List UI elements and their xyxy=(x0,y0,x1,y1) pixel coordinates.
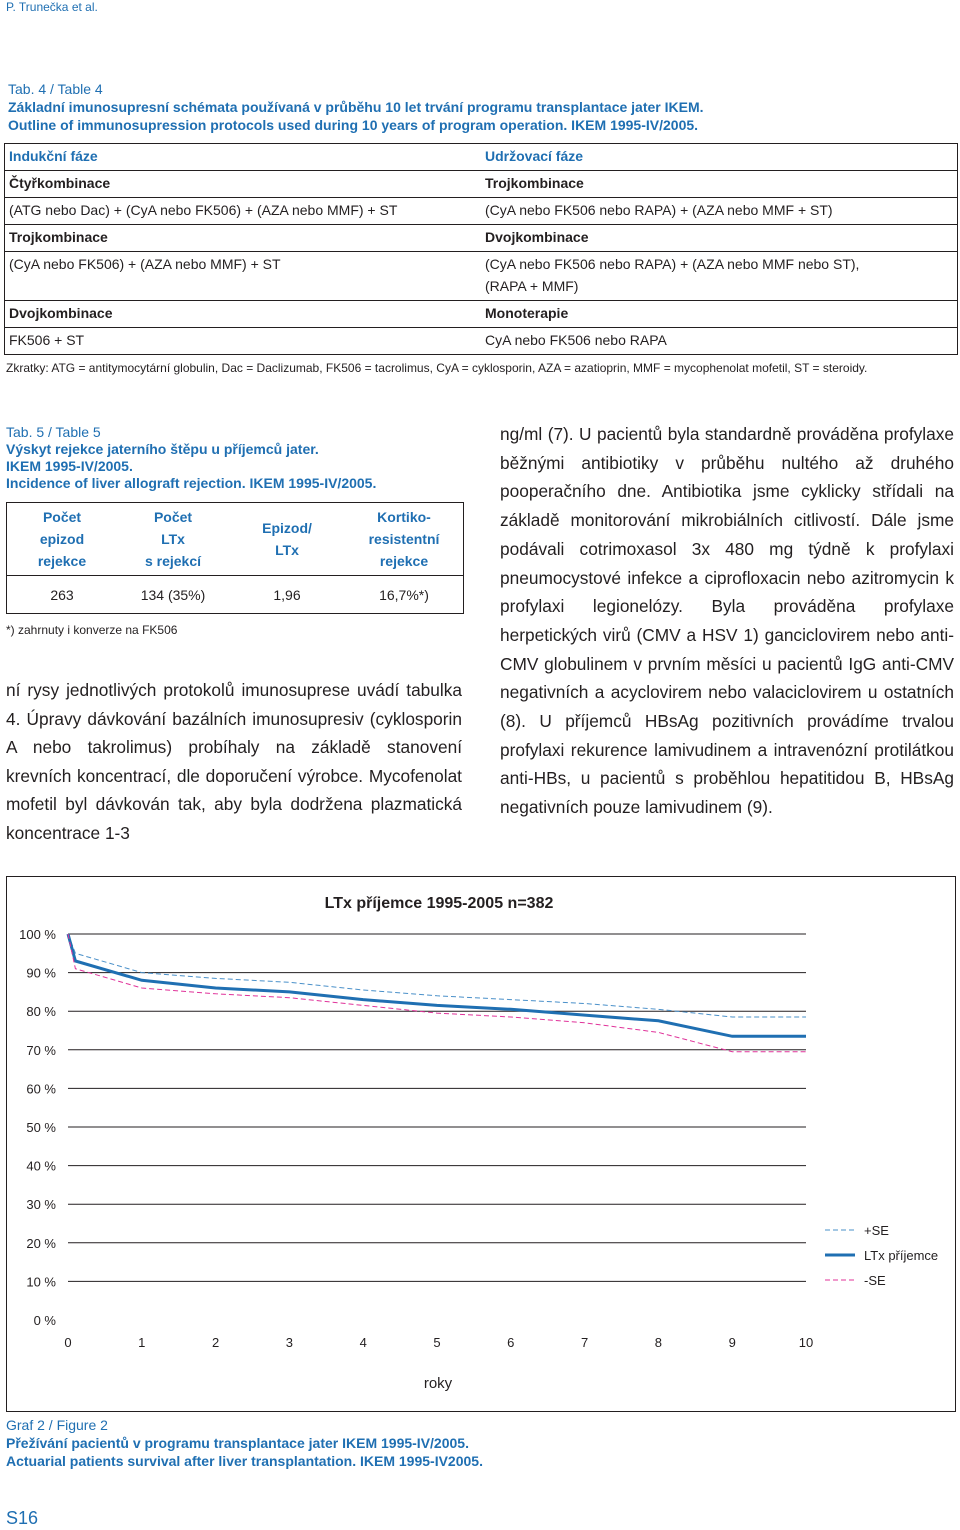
chart-x-ticks xyxy=(64,1335,813,1350)
x-tick-label: 4 xyxy=(359,1335,367,1350)
y-tick-label: 20 % xyxy=(26,1235,56,1251)
legend-label: LTx příjemce xyxy=(864,1248,939,1263)
table4-cell: (CyA nebo FK506) + (AZA nebo MMF) + ST xyxy=(9,256,281,272)
chart-y-ticks xyxy=(19,927,56,1328)
table4-cell: Udržovací fáze xyxy=(485,148,584,164)
chart-grid xyxy=(68,934,806,1281)
table4-title-en: Outline of immunosupression protocols used during 10 years of program operation. IKEM 1995-IV/2005. xyxy=(8,117,699,133)
table4-cell: Dvojkombinace xyxy=(485,229,589,245)
y-tick-label: 0 % xyxy=(33,1313,56,1328)
body-text-left: ní rysy jednotlivých protokolů imunosuprese uvádí tabulka 4. Úpravy dávkování bazálních imunosupresiv (cyklosporin A nebo takrolimus) probíhaly na základě stanovení krevních koncentrací, dle doporučení výrobce. Mycofenolat mofetil byl dávkován tak, aby byla dodržena plazmatická koncentrace 1-3 xyxy=(6,680,462,843)
table5-number: Tab. 5 / Table 5 xyxy=(6,424,101,440)
x-tick-label: 6 xyxy=(507,1335,515,1350)
y-tick-label: 50 % xyxy=(26,1120,56,1135)
table5-cell: 263 xyxy=(50,586,74,603)
table5-cell: 134 (35%) xyxy=(140,586,206,603)
chart-title: LTx příjemce 1995-2005 n=382 xyxy=(324,895,554,912)
x-tick-label: 3 xyxy=(285,1335,294,1350)
table5-header-cell: Počet epizod rejekce xyxy=(37,509,87,569)
table4-cell-line: (CyA nebo FK506 nebo RAPA) + (AZA nebo MMF nebo ST), xyxy=(485,256,860,272)
x-tick-label: 10 xyxy=(798,1335,814,1350)
chart-series xyxy=(68,934,806,1052)
figure-title-cz: Přežívání pacientů v programu transplantace jater IKEM 1995-IV/2005. xyxy=(6,1435,469,1451)
figure-title-en: Actuarial patients survival after liver transplantation. IKEM 1995-IV2005. xyxy=(6,1453,483,1469)
x-tick-label: 9 xyxy=(728,1335,736,1350)
table5-title-line: Výskyt rejekce jaterního štěpu u příjemců jater. xyxy=(6,441,319,457)
table5-header-cell: Kortiko- resistentní rejekce xyxy=(368,509,440,569)
y-tick-label: 70 % xyxy=(26,1042,56,1058)
table4-cell: CyA nebo FK506 nebo RAPA xyxy=(485,332,667,348)
y-tick-label: 80 % xyxy=(26,1004,56,1020)
y-tick-label: 40 % xyxy=(26,1158,56,1174)
table4-cell: Indukční fáze xyxy=(9,148,98,164)
series-line xyxy=(68,934,806,1036)
table4-title-cz: Základní imunosupresní schémata používaná v průběhu 10 let trvání programu transplantace jater IKEM. xyxy=(8,99,704,115)
body-text-right: ng/ml (7). U pacientů byla standardně prováděna profylaxe běžnými antibiotiky v průběhu nultého až druhého pooperačního dne. Antibiotika jsme cyklicky střídali na základě monitorování mikrobiálních citlivostí. Dále jsme podávali cotrimoxasol 3x 480 mg týdně k profylaxi pneumocystové infekce a ciprofloxacin nebo azitromycin k profylaxi legionelózy. Byla prováděna profylaxe herpetických virů (CMV a HSV 1) ganciclovirem nebo anti-CMV globulinem v prvním měsíci u pacientů IgG anti-CMV negativních a acyclovirem nebo valaciclovirem u ostatních (8). U příjemců HBsAg pozitivních provádíme trvalou profylaxi rekurence lamivudinem a intravenózní protilátkou anti-HBs, u pacientů s proběhlou hepatitidou B, HBsAg negativních pouze lamivudinem (9). xyxy=(500,424,954,818)
chart-legend xyxy=(825,1223,938,1288)
table4-cell: Čtyřkombinace xyxy=(9,175,111,191)
table5-header-cell: Epizod/ LTx xyxy=(262,520,312,558)
table5-title-line: IKEM 1995-IV/2005. xyxy=(6,458,133,474)
table4-cell: (CyA nebo FK506 nebo RAPA) + (AZA nebo MMF + ST) xyxy=(485,202,833,218)
x-tick-label: 1 xyxy=(138,1335,146,1350)
table4-cell: Dvojkombinace xyxy=(9,305,113,321)
figure-number: Graf 2 / Figure 2 xyxy=(6,1417,108,1433)
table4-cell: Trojkombinace xyxy=(9,229,108,245)
table4-cell: Monoterapie xyxy=(485,305,569,321)
y-tick-label: 30 % xyxy=(26,1197,56,1213)
chart-x-label: roky xyxy=(423,1375,453,1392)
figure-caption xyxy=(6,1416,483,1470)
table4-cell-line: (RAPA + MMF) xyxy=(485,278,579,294)
legend-label: +SE xyxy=(864,1223,889,1238)
table4-footnote: Zkratky: ATG = antitymocytární globulin, Dac = Daclizumab, FK506 = tacrolimus, CyA = cyklosporin, AZA = azatioprin, MMF = mycophenolat mofetil, ST = steroidy. xyxy=(6,361,868,375)
y-tick-label: 100 % xyxy=(19,927,56,942)
x-tick-label: 5 xyxy=(433,1335,441,1350)
page-number: S16 xyxy=(6,1508,39,1528)
series-line xyxy=(68,934,806,1052)
y-tick-label: 90 % xyxy=(26,965,56,981)
table4-number: Tab. 4 / Table 4 xyxy=(8,81,103,97)
table5-cell: 1,96 xyxy=(273,586,301,603)
x-tick-label: 7 xyxy=(580,1335,589,1350)
legend-label: -SE xyxy=(864,1273,886,1288)
y-tick-label: 60 % xyxy=(26,1081,56,1097)
x-tick-label: 2 xyxy=(211,1335,220,1350)
table4-cell: Trojkombinace xyxy=(485,175,584,191)
x-tick-label: 0 xyxy=(64,1335,72,1350)
x-tick-label: 8 xyxy=(654,1335,663,1350)
table4-cell: (ATG nebo Dac) + (CyA nebo FK506) + (AZA nebo MMF) + ST xyxy=(9,202,398,218)
running-head: P. Trunečka et al. xyxy=(6,0,98,14)
table5-header-cell: Počet LTx s rejekcí xyxy=(144,509,202,569)
table4-cell: FK506 + ST xyxy=(9,332,85,348)
table5-cell: 16,7%*) xyxy=(379,586,429,603)
table5-title-line: Incidence of liver allograft rejection. IKEM 1995-IV/2005. xyxy=(6,475,377,491)
table5-footnote: *) zahrnuty i konverze na FK506 xyxy=(6,623,178,637)
y-tick-label: 10 % xyxy=(26,1274,56,1290)
